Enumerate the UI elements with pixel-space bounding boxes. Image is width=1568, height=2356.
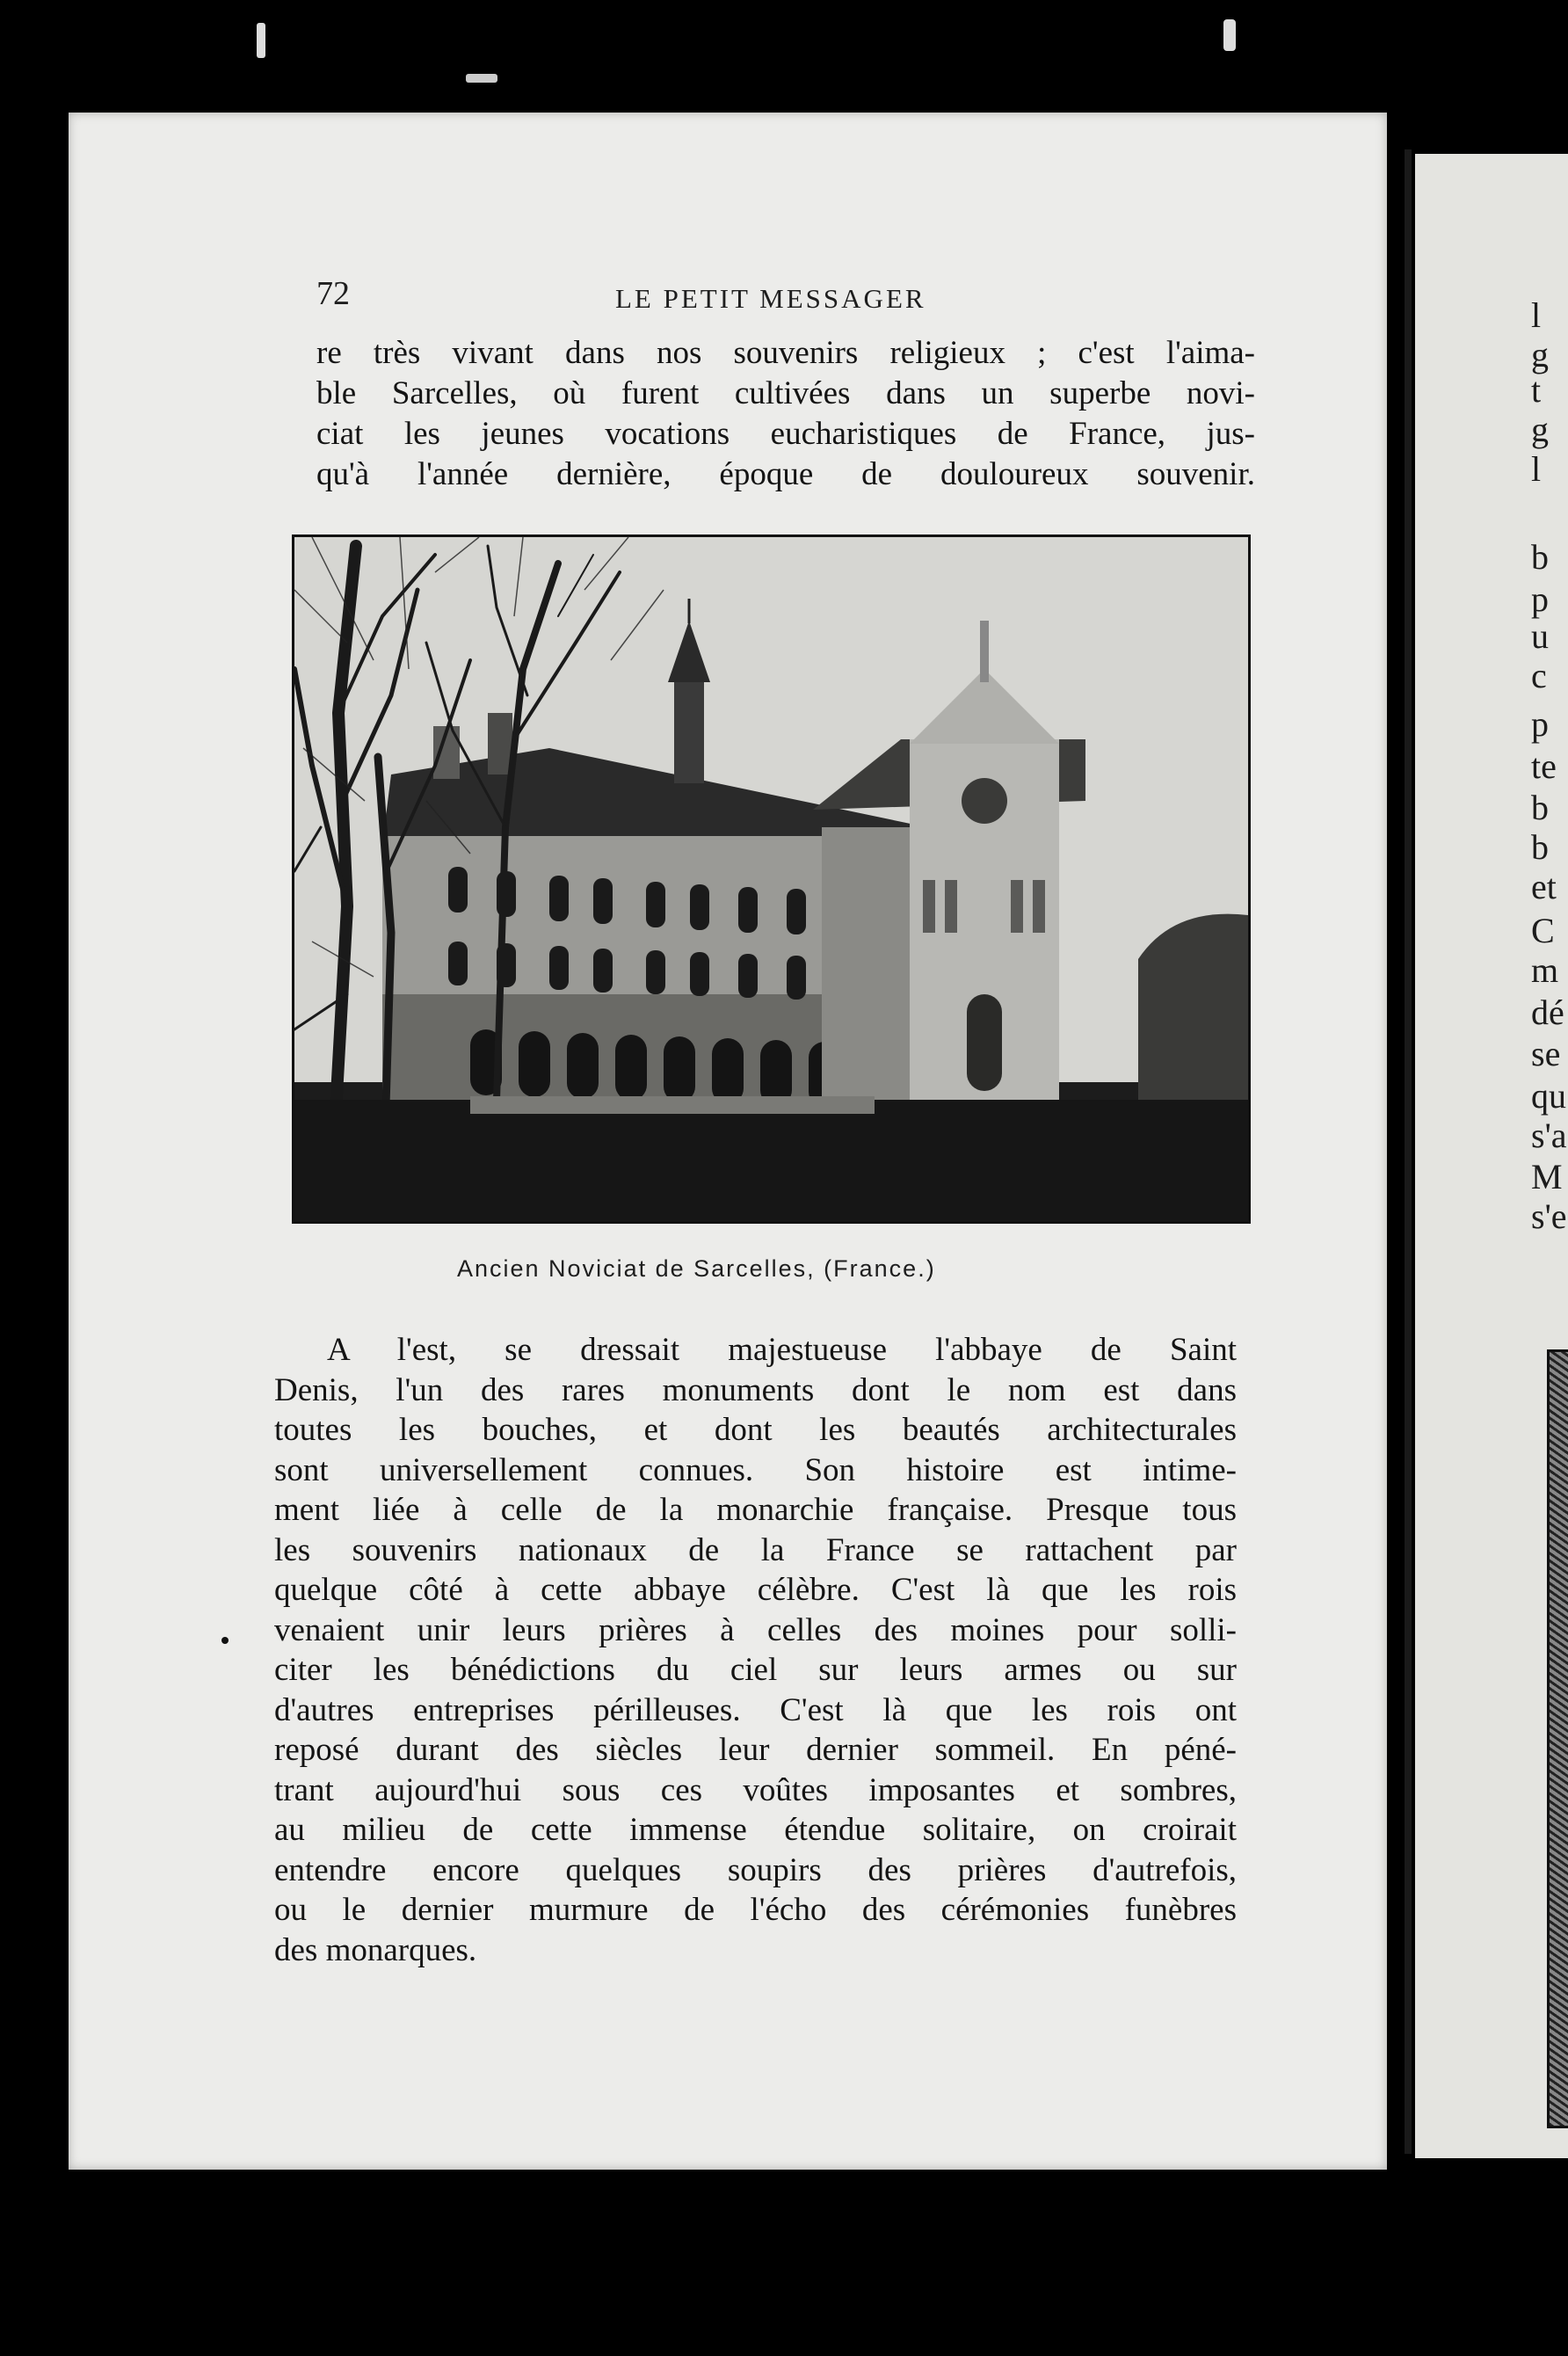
facing-page-edge-letter: g xyxy=(1531,410,1549,449)
scan-speck xyxy=(1223,19,1236,51)
facing-page-edge-letter: t xyxy=(1531,370,1542,410)
text-line: ment liée à celle de la monarchie française. Presque tous xyxy=(274,1492,1237,1528)
text-line: Denis, l'un des rares monuments dont le nom est dans xyxy=(274,1371,1237,1408)
text-line: quelque côté à cette abbaye célèbre. C'est là que les rois xyxy=(274,1572,1237,1608)
main-paragraph xyxy=(274,1331,1237,1971)
facing-page-edge-letter: te xyxy=(1531,746,1557,786)
facing-page-edge-letter: b xyxy=(1531,788,1549,827)
text-line: ble Sarcelles, où furent cultivées dans un superbe novi- xyxy=(316,375,1255,411)
scan-speck xyxy=(257,23,265,58)
text-line: ou le dernier murmure de l'écho des cérémonies funèbres xyxy=(274,1892,1237,1928)
running-header: LE PETIT MESSAGER xyxy=(615,283,926,314)
facing-page-edge-letter: s'a xyxy=(1531,1116,1567,1155)
text-line: venaient unir leurs prières à celles des moines pour solli- xyxy=(274,1611,1237,1648)
facing-page-edge-letter: b xyxy=(1531,537,1549,577)
scan-speck xyxy=(221,1637,229,1644)
book-page-right xyxy=(1415,154,1568,2158)
facing-page-edge-letter: g xyxy=(1531,335,1549,374)
text-line: qu'à l'année dernière, époque de douloureux souvenir. xyxy=(316,456,1255,492)
facing-page-edge-letter: dé xyxy=(1531,993,1564,1032)
page-number: 72 xyxy=(316,275,350,312)
text-line: entendre encore quelques soupirs des prières d'autrefois, xyxy=(274,1851,1237,1888)
facing-page-edge-letter: p xyxy=(1531,579,1549,619)
text-line: ciat les jeunes vocations eucharistiques de France, jus- xyxy=(316,416,1255,452)
text-line: reposé durant des siècles leur dernier sommeil. En péné- xyxy=(274,1732,1237,1768)
facing-page-edge-letter: l xyxy=(1531,449,1542,489)
building-photo-illustration xyxy=(294,537,1248,1221)
facing-page-edge-letter: qu xyxy=(1531,1076,1566,1116)
scan-speck xyxy=(466,74,497,83)
text-line: trant aujourd'hui sous ces voûtes imposantes et sombres, xyxy=(274,1771,1237,1808)
text-line: re très vivant dans nos souvenirs religieux ; c'est l'aima- xyxy=(316,335,1255,371)
facing-page-edge-letter: M xyxy=(1531,1157,1563,1196)
facing-page-edge-letter: c xyxy=(1531,656,1547,695)
facing-page-edge-letter: m xyxy=(1531,950,1559,990)
book-gutter xyxy=(1405,149,1412,2154)
facing-page-edge-letter: b xyxy=(1531,827,1549,867)
figure-caption: Ancien Noviciat de Sarcelles, (France.) xyxy=(457,1255,936,1282)
photograph-noviciat-sarcelles xyxy=(292,534,1251,1224)
facing-page-illustration-edge xyxy=(1547,1349,1568,2128)
text-line: sont universellement connues. Son histoire est intime- xyxy=(274,1451,1237,1488)
facing-page-edge-letter: s'e xyxy=(1531,1196,1567,1236)
intro-paragraph xyxy=(316,334,1255,496)
facing-page-edge-letter: u xyxy=(1531,616,1549,656)
text-line: citer les bénédictions du ciel sur leurs armes ou sur xyxy=(274,1652,1237,1688)
text-line: A l'est, se dressait majestueuse l'abbaye de Saint xyxy=(327,1332,1237,1368)
text-line: des monarques. xyxy=(274,1931,477,1968)
facing-page-edge-letter: C xyxy=(1531,911,1555,950)
text-line: les souvenirs nationaux de la France se rattachent par xyxy=(274,1531,1237,1568)
facing-page-edge-letter: et xyxy=(1531,867,1557,906)
facing-page-edge-letter: se xyxy=(1531,1034,1561,1073)
text-line: toutes les bouches, et dont les beautés architecturales xyxy=(274,1412,1237,1448)
text-line: d'autres entreprises périlleuses. C'est là que les rois ont xyxy=(274,1691,1237,1728)
facing-page-edge-letter: l xyxy=(1531,295,1542,335)
facing-page-edge-letter: p xyxy=(1531,704,1549,744)
text-line: au milieu de cette immense étendue solitaire, on croirait xyxy=(274,1812,1237,1848)
